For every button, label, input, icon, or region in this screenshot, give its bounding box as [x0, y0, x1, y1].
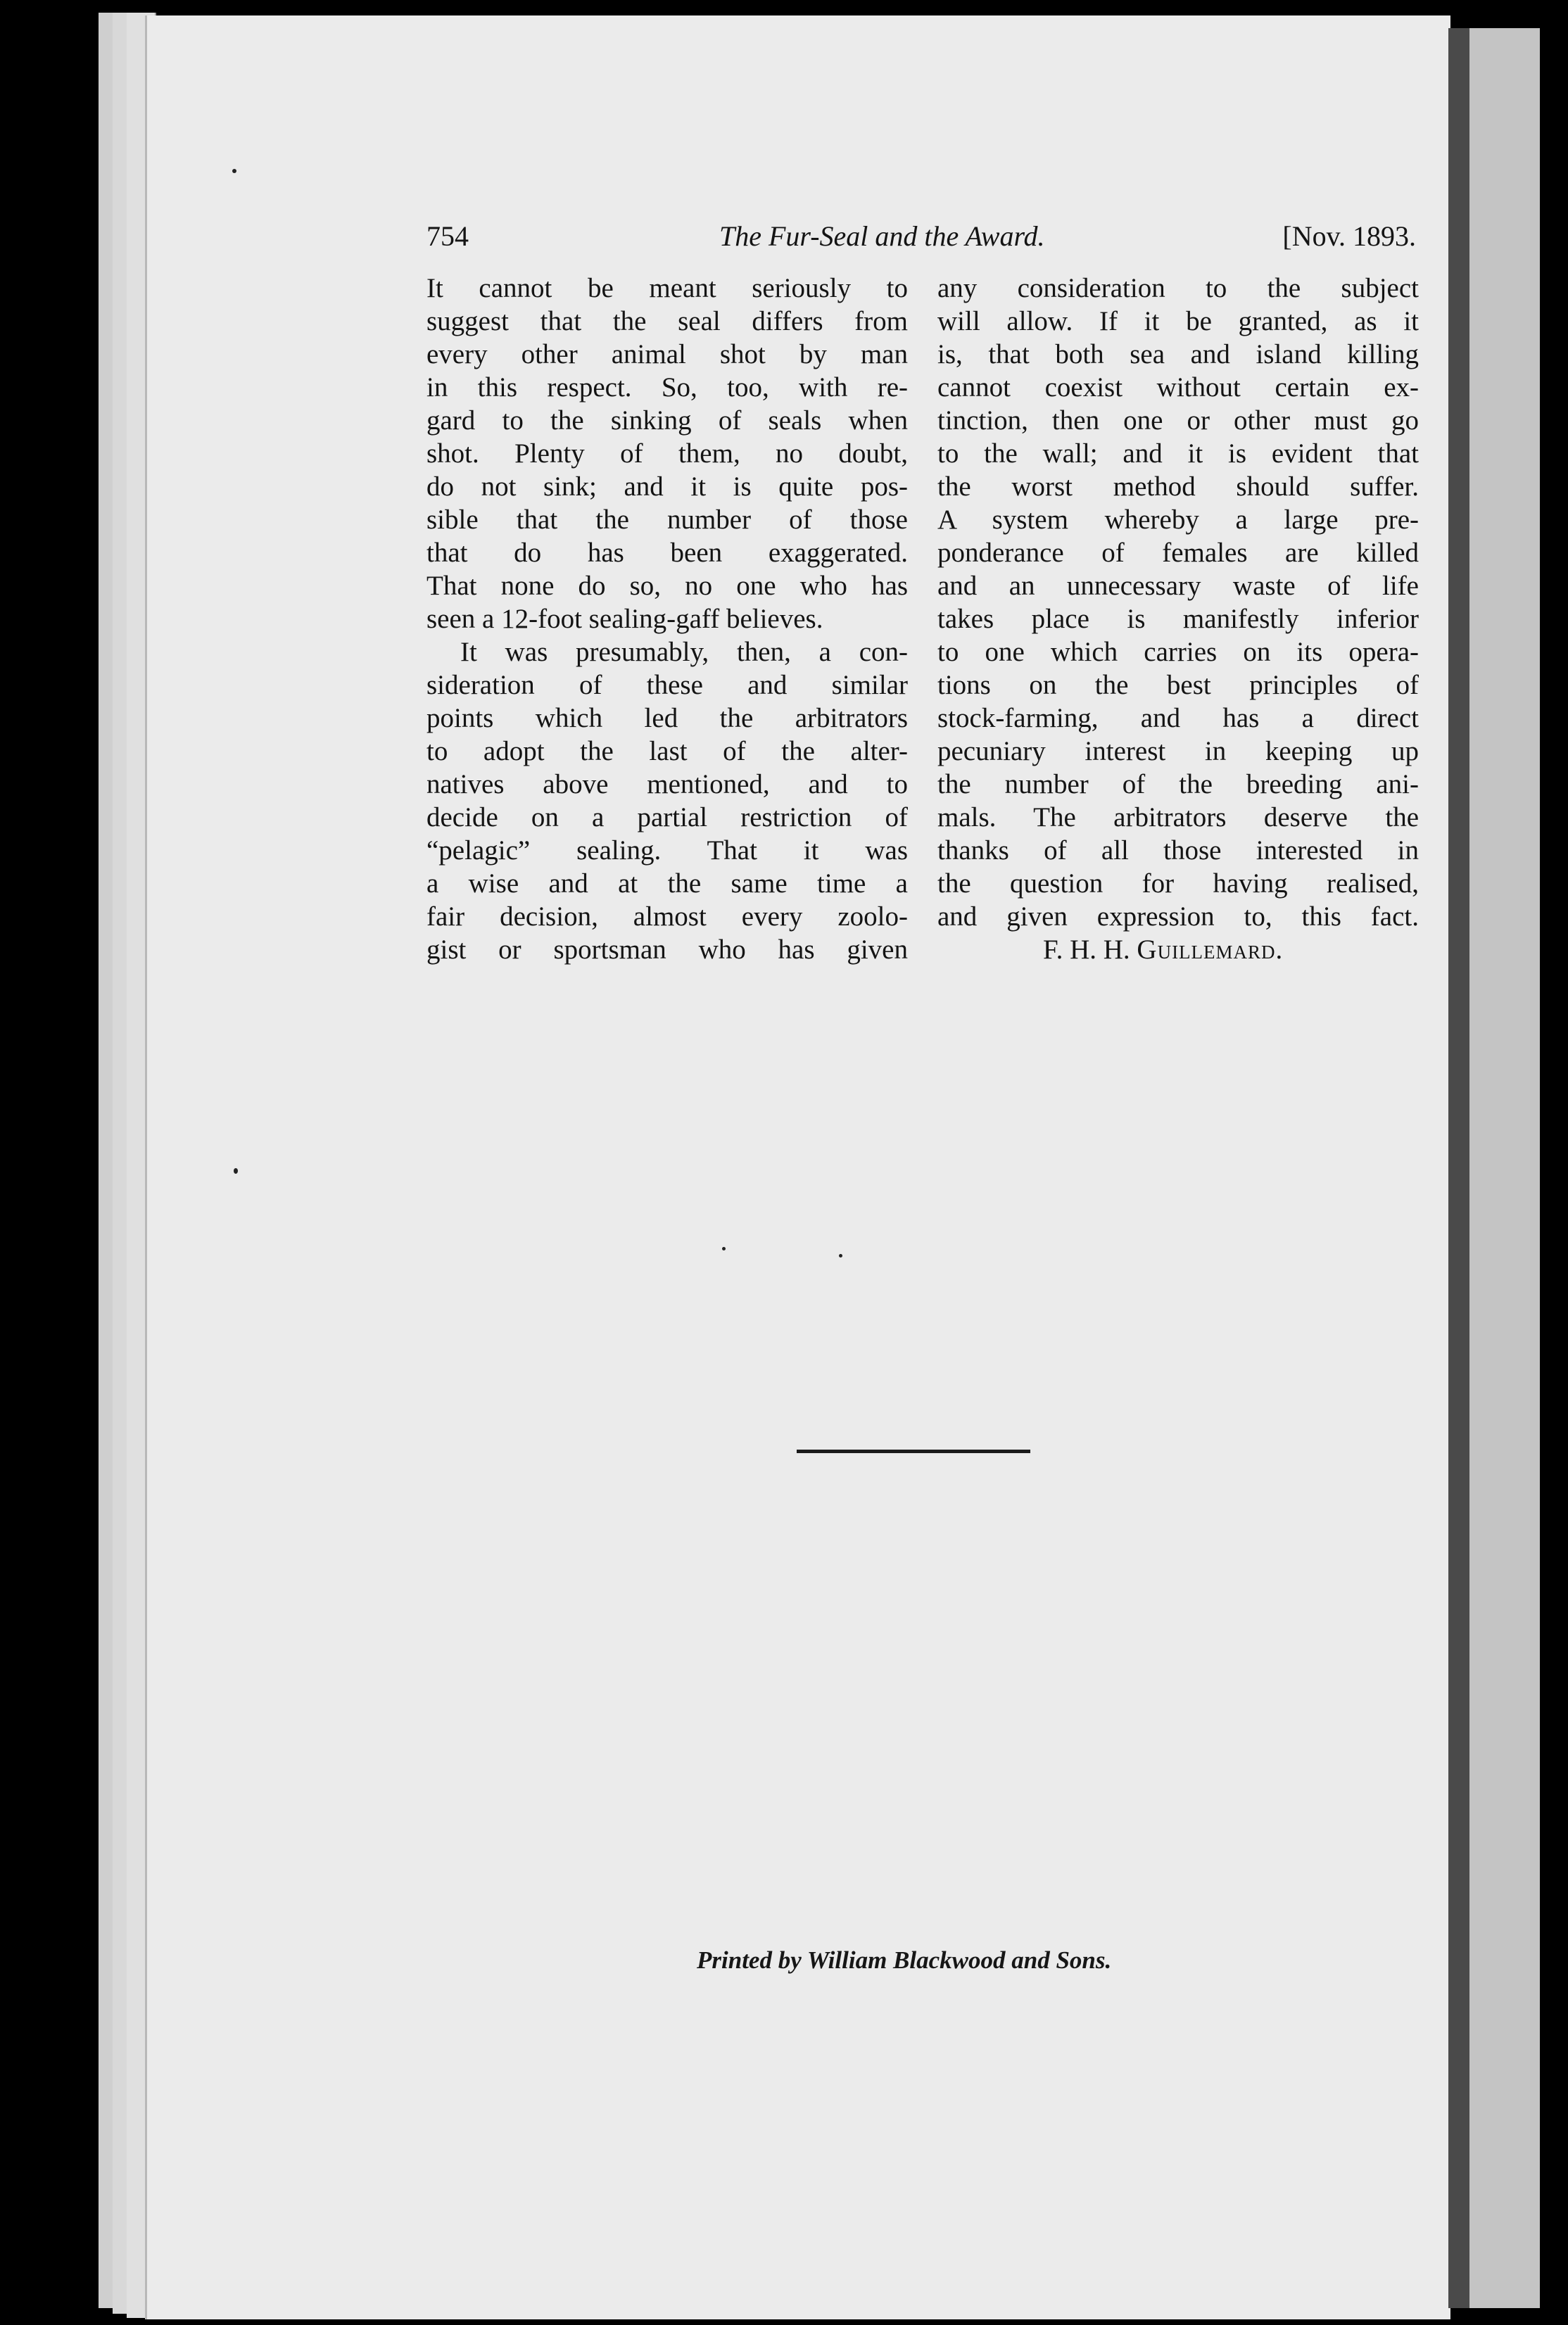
text-line: to the wall; and it is evident that: [937, 438, 1419, 469]
text-line: thanks of all those interested in: [937, 835, 1419, 866]
text-line: It cannot be meant seriously to: [426, 273, 908, 303]
paper-speck: [722, 1247, 726, 1250]
signature-initials: F. H. H.: [1043, 935, 1130, 965]
text-line: It was presumably, then, a con-: [460, 637, 908, 667]
book-spine-shadow: [1448, 28, 1469, 2308]
text-line: pecuniary interest in keeping up: [937, 736, 1419, 766]
text-line: the number of the breeding ani-: [937, 769, 1419, 799]
text-line: to adopt the last of the alter-: [426, 736, 908, 766]
text-line: tions on the best principles of: [937, 670, 1419, 700]
author-signature: [937, 933, 1419, 966]
section-end-rule: [797, 1450, 1030, 1453]
text-line: A system whereby a large pre-: [937, 505, 1419, 535]
text-line: That none do so, no one who has: [426, 571, 908, 601]
text-line: tinction, then one or other must go: [937, 405, 1419, 436]
printer-imprint: Printed by William Blackwood and Sons.: [697, 1946, 1112, 1974]
page-content: [426, 215, 1419, 965]
text-line: gard to the sinking of seals when: [426, 405, 908, 436]
paragraph: [426, 272, 908, 635]
text-line: natives above mentioned, and to: [426, 769, 908, 799]
text-line: a wise and at the same time a: [426, 868, 908, 899]
text-line: suggest that the seal differs from: [426, 306, 908, 336]
text-line: the worst method should suffer.: [937, 471, 1419, 502]
text-line: and an unnecessary waste of life: [937, 571, 1419, 601]
text-line: and given expression to, this fact.: [937, 901, 1419, 932]
book-spine-edge: [1469, 28, 1540, 2308]
text-line: cannot coexist without certain ex-: [937, 372, 1419, 403]
text-line: sideration of these and similar: [426, 670, 908, 700]
paragraph: [426, 635, 908, 966]
text-line: that do has been exaggerated.: [426, 538, 908, 568]
running-title: The Fur-Seal and the Award.: [719, 220, 1045, 252]
text-line: in this respect. So, too, with re-: [426, 372, 908, 403]
text-line: any consideration to the subject: [937, 273, 1419, 303]
paper-speck: [234, 1168, 238, 1174]
text-line: points which led the arbitrators: [426, 703, 908, 733]
text-line: fair decision, almost every zoolo-: [426, 901, 908, 932]
issue-date: [Nov. 1893.: [1282, 220, 1416, 252]
text-line: sible that the number of those: [426, 505, 908, 535]
text-line: the question for having realised,: [937, 868, 1419, 899]
text-line: shot. Plenty of them, no doubt,: [426, 438, 908, 469]
text-line: do not sink; and it is quite pos-: [426, 471, 908, 502]
running-header: [426, 215, 1416, 258]
text-line: decide on a partial restriction of: [426, 802, 908, 832]
text-line: is, that both sea and island killing: [937, 339, 1419, 369]
text-line: ponderance of females are killed: [937, 538, 1419, 568]
text-line: stock-farming, and has a direct: [937, 703, 1419, 733]
text-line: “pelagic” sealing. That it was: [426, 835, 908, 866]
signature-name: Guillemard.: [1137, 935, 1284, 965]
right-column: [937, 272, 1419, 966]
text-line: will allow. If it be granted, as it: [937, 306, 1419, 336]
text-line: seen a 12-foot sealing-gaff believes.: [426, 604, 823, 634]
page-number: 754: [426, 220, 469, 252]
left-column: [426, 272, 908, 966]
paper-speck: [232, 169, 236, 173]
paper-speck: [839, 1254, 842, 1257]
text-line: to one which carries on its opera-: [937, 637, 1419, 667]
text-line: every other animal shot by man: [426, 339, 908, 369]
text-line: gist or sportsman who has given: [426, 935, 908, 965]
text-line: takes place is manifestly inferior: [937, 604, 1419, 634]
text-line: mals. The arbitrators deserve the: [937, 802, 1419, 832]
